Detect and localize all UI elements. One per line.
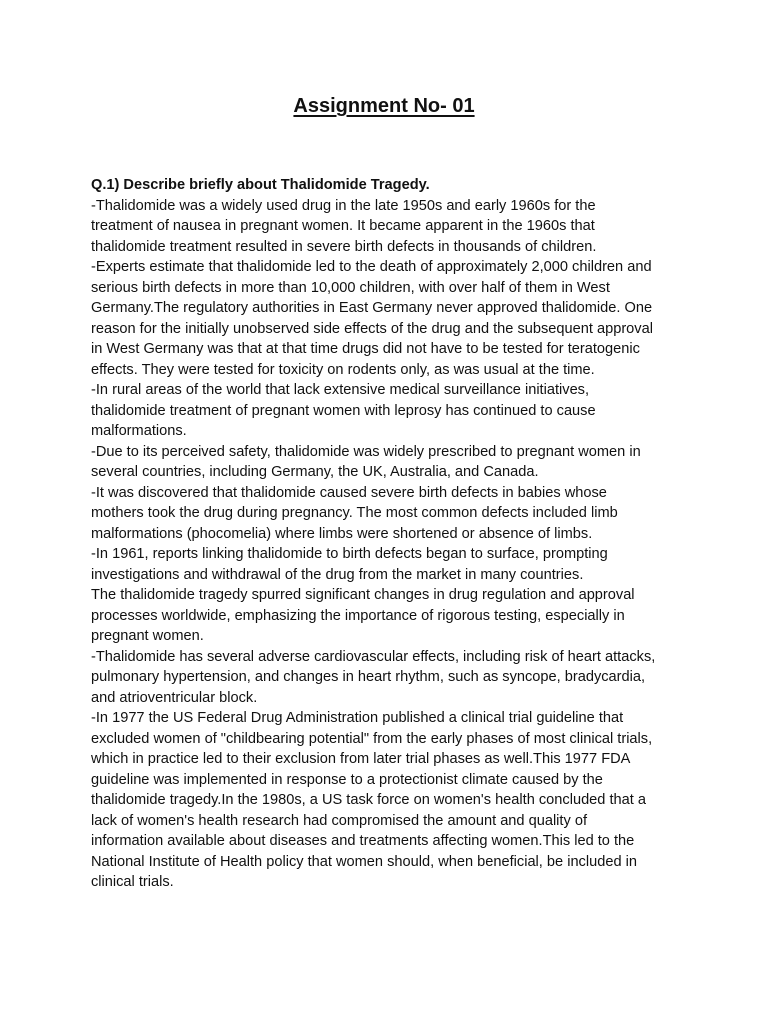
body-line: The thalidomide tragedy spurred significant changes in drug regulation and approval: [91, 587, 635, 603]
body-line: several countries, including Germany, the UK, Australia, and Canada.: [91, 464, 539, 480]
body-line: thalidomide treatment resulted in severe birth defects in thousands of children.: [91, 238, 597, 255]
body-line: pregnant women.: [91, 628, 204, 644]
body-line: information available about diseases and treatments affecting women.This led to the: [91, 833, 635, 849]
body-line: serious birth defects in more than 10,000 children, with over half of them in West: [91, 279, 610, 296]
body-line: effects. They were tested for toxicity on rodents only, as was usual at the time.: [91, 361, 595, 378]
body-line: which in practice led to their exclusion from later trial phases as well.This 1977 FDA: [91, 751, 631, 767]
document-body: [91, 175, 691, 893]
page-title: Assignment No- 01: [293, 95, 475, 117]
body-line: investigations and withdrawal of the drug from the market in many countries.: [91, 566, 584, 583]
body-line: pulmonary hypertension, and changes in heart rhythm, such as syncope, bradycardia,: [91, 669, 646, 685]
body-line: -It was discovered that thalidomide caused severe birth defects in babies whose: [91, 484, 607, 501]
body-line: processes worldwide, emphasizing the importance of rigorous testing, especially in: [91, 607, 625, 624]
body-line: thalidomide tragedy.In the 1980s, a US task force on women's health concluded that a: [91, 792, 646, 808]
body-line: lack of women's health research had compromised the amount and quality of: [91, 812, 588, 829]
body-line: malformations.: [91, 423, 187, 439]
body-line: treatment of nausea in pregnant women. It became apparent in the 1960s that: [91, 218, 595, 234]
body-line: -In 1977 the US Federal Drug Administration published a clinical trial guideline that: [91, 710, 624, 726]
body-line: excluded women of "childbearing potential" from the early phases of most clinical trials,: [91, 730, 653, 747]
body-line: guideline was implemented in response to a protectionist climate caused by the: [91, 771, 603, 788]
body-line: -In rural areas of the world that lack extensive medical surveillance initiatives,: [91, 382, 590, 398]
question-heading: Q.1) Describe briefly about Thalidomide Tragedy.: [91, 177, 430, 193]
body-line: -Thalidomide was a widely used drug in the late 1950s and early 1960s for the: [91, 197, 596, 214]
body-line: malformations (phocomelia) where limbs were shortened or absence of limbs.: [91, 525, 593, 542]
body-line: reason for the initially unobserved side effects of the drug and the subsequent approval: [91, 320, 653, 337]
body-line: National Institute of Health policy that women should, when beneficial, be included in: [91, 853, 637, 870]
body-line: -In 1961, reports linking thalidomide to birth defects began to surface, prompting: [91, 546, 608, 562]
body-line: thalidomide treatment of pregnant women with leprosy has continued to cause: [91, 402, 596, 419]
body-line: -Due to its perceived safety, thalidomide was widely prescribed to pregnant women in: [91, 443, 641, 460]
body-line: mothers took the drug during pregnancy. The most common defects included limb: [91, 505, 618, 521]
body-line: -Thalidomide has several adverse cardiovascular effects, including risk of heart attacks,: [91, 648, 656, 665]
body-line: in West Germany was that at that time drugs did not have to be tested for teratogenic: [91, 341, 640, 357]
body-line: Germany.The regulatory authorities in East Germany never approved thalidomide. One: [91, 300, 653, 316]
body-line: clinical trials.: [91, 874, 174, 890]
body-line: -Experts estimate that thalidomide led to the death of approximately 2,000 children and: [91, 259, 652, 275]
body-line: and atrioventricular block.: [91, 689, 258, 706]
